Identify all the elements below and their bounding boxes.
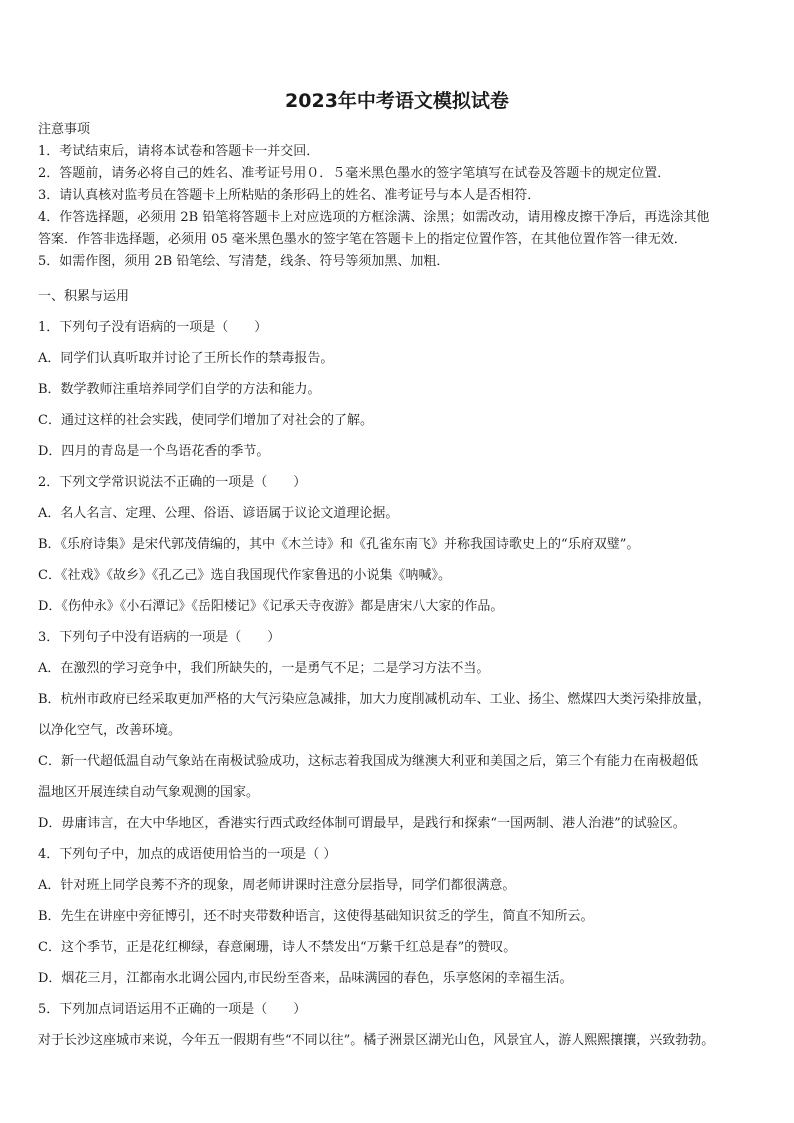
question-option: A．名人名言、定理、公理、俗语、谚语属于议论文道理论据。 bbox=[38, 506, 399, 521]
question-option: B．杭州市政府已经采取更加严格的大气污染应急减排，加大力度削减机动车、工业、扬尘、燃煤四大类污染排放量， bbox=[38, 692, 711, 707]
notice-item: 答案．作答非选择题，必须用 05 毫米黑色墨水的签字笔在答题卡上的指定位置作答，在其他位置作答一律无效． bbox=[38, 232, 687, 247]
notice-item: 5．如需作图，须用 2B 铅笔绘、写清楚，线条、符号等须加黑、加粗． bbox=[38, 254, 450, 269]
notice-item: 1．考试结束后，请将本试卷和答题卡一并交回． bbox=[38, 144, 320, 159]
question-option: D．毋庸讳言，在大中华地区，香港实行西式政经体制可谓最早，是践行和探索“一国两制、港人治港”的试验区。 bbox=[38, 816, 686, 831]
question-stem: 3．下列句子中没有语病的一项是（ ） bbox=[38, 630, 281, 645]
question-option: B．先生在讲座中旁征博引，还不时夹带数种语言，这使得基础知识贫乏的学生，简直不知所云。 bbox=[38, 909, 594, 924]
notice-block bbox=[38, 119, 758, 273]
question-option-continued: 温地区开展连续自动气象观测的国家。 bbox=[38, 785, 260, 800]
question-option: A．在激烈的学习竞争中，我们所缺失的，一是勇气不足；二是学习方法不当。 bbox=[38, 661, 490, 676]
question-stem: 2．下列文学常识说法不正确的一项是（ ） bbox=[38, 475, 307, 490]
question-stem: 4．下列句子中，加点的成语使用恰当的一项是（ ） bbox=[38, 847, 337, 862]
notice-heading: 注意事项 bbox=[38, 122, 91, 137]
notice-item: 2．答题前，请务必将自己的姓名、准考证号用０．５毫米黑色墨水的签字笔填写在试卷及答题卡的规定位置． bbox=[38, 166, 671, 181]
question-option: C．这个季节，正是花红柳绿，春意阑珊，诗人不禁发出“万紫千红总是春”的赞叹。 bbox=[38, 940, 517, 955]
question-option-continued: 以净化空气，改善环境。 bbox=[38, 723, 182, 738]
question-option: D．烟花三月，江都南水北调公园内,市民纷至沓来，品味满园的春色，乐享悠闲的幸福生活。 bbox=[38, 971, 573, 986]
question-option: D．《伤仲永》《小石潭记》《岳阳楼记》《记承天寺夜游》都是唐宋八大家的作品。 bbox=[38, 599, 504, 614]
question-option: C．通过这样的社会实践，使同学们增加了对社会的了解。 bbox=[38, 413, 373, 428]
question-option: B．数学教师注重培养同学们自学的方法和能力。 bbox=[38, 382, 321, 397]
question-option: D．四月的青岛是一个鸟语花香的季节。 bbox=[38, 444, 270, 459]
notice-item: 3．请认真核对监考员在答题卡上所粘贴的条形码上的姓名、准考证号与本人是否相符． bbox=[38, 188, 541, 203]
question-stem: 1．下列句子没有语病的一项是（ ） bbox=[38, 320, 268, 335]
question-option: A．针对班上同学良莠不齐的现象，周老师讲课时注意分层指导，同学们都很满意。 bbox=[38, 878, 516, 893]
section-heading: 一、积累与运用 bbox=[38, 289, 130, 304]
question-option: B．《乐府诗集》是宋代郭茂倩编的，其中《木兰诗》和《孔雀东南飞》并称我国诗歌史上的“乐府双璧”。 bbox=[38, 537, 640, 552]
exam-title: 2023年中考语文模拟试卷 bbox=[285, 90, 509, 112]
question-option: C．《社戏》《故乡》《孔乙己》选自我国现代作家鲁迅的小说集《呐喊》。 bbox=[38, 568, 451, 583]
notice-item: 4．作答选择题，必须用 2B 铅笔将答题卡上对应选项的方框涂满、涂黑；如需改动，请用橡皮擦干净后，再选涂其他 bbox=[38, 210, 710, 225]
question-option: A．同学们认真听取并讨论了王所长作的禁毒报告。 bbox=[38, 351, 334, 366]
question-option: C．新一代超低温自动气象站在南极试验成功，这标志着我国成为继澳大利亚和美国之后，第三个有能力在南极超低 bbox=[38, 754, 698, 769]
question-passage: 对于长沙这座城市来说，今年五一假期有些“不同以往”。橘子洲景区湖光山色，风景宜人，游人熙熙攘攘，兴致勃勃。 bbox=[38, 1033, 715, 1048]
question-stem: 5．下列加点词语运用不正确的一项是（ ） bbox=[38, 1002, 307, 1017]
questions-block bbox=[38, 281, 758, 1056]
